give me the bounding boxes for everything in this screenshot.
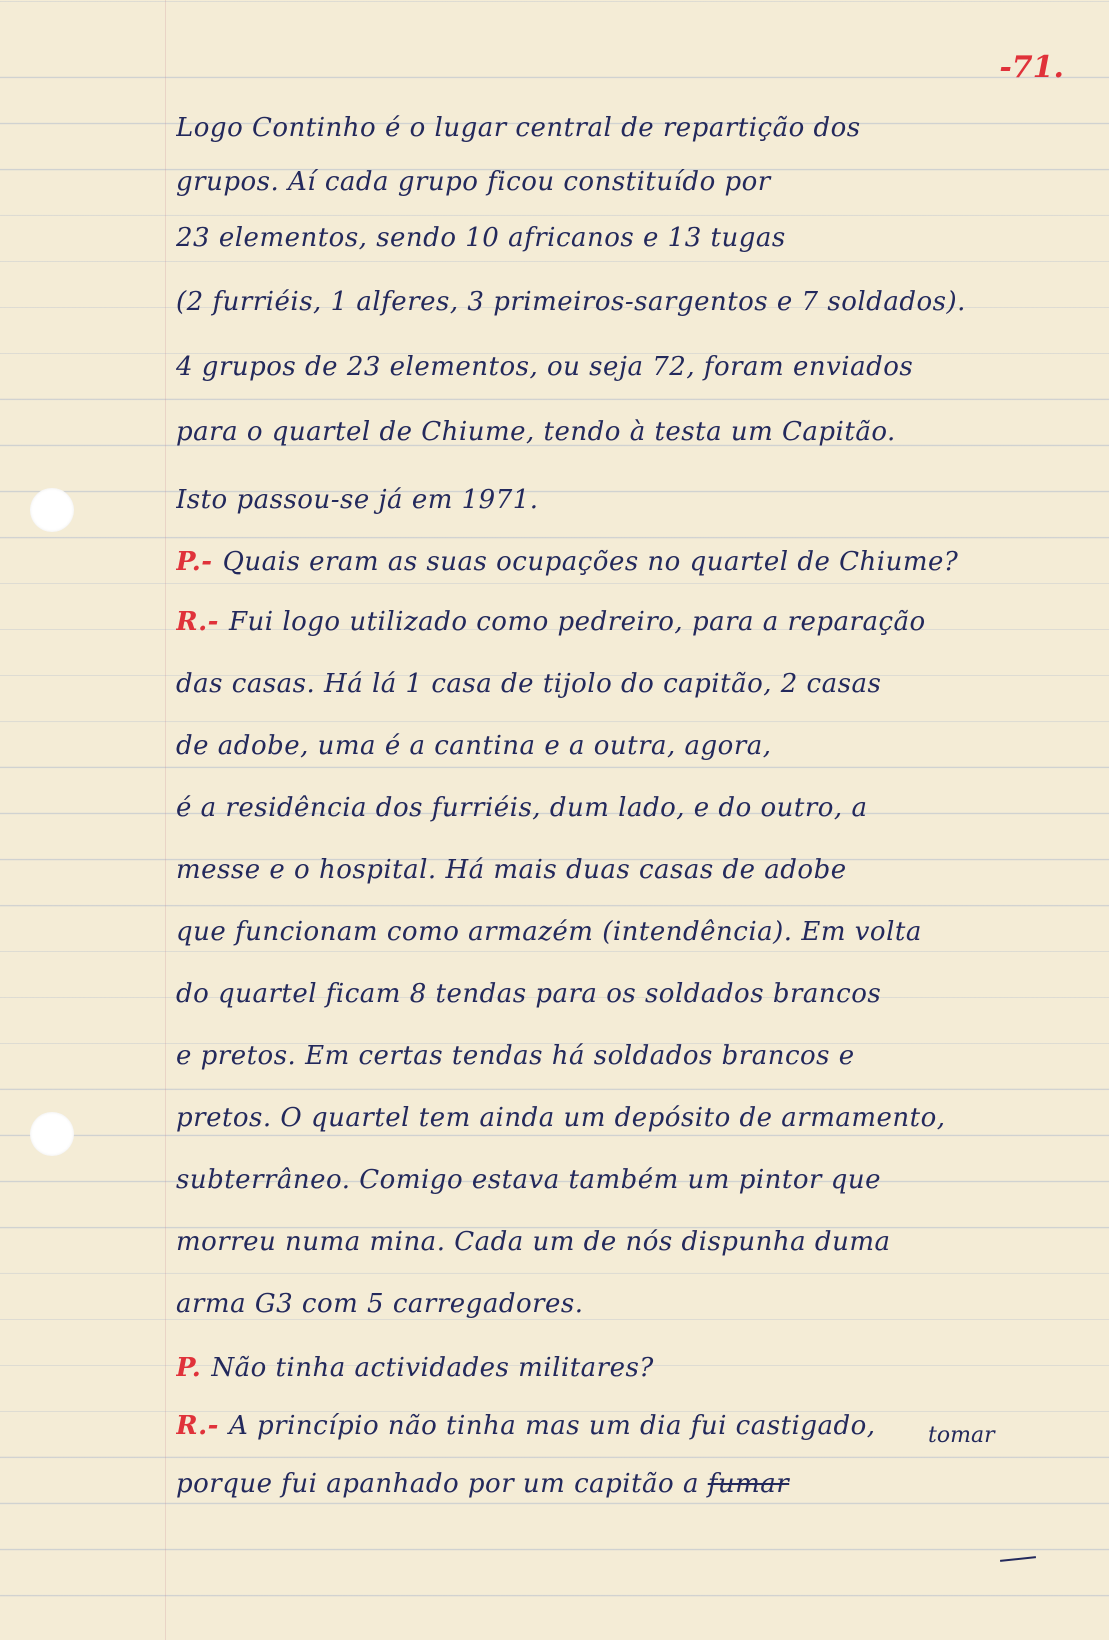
text-line: grupos. Aí cada grupo ficou constituído por bbox=[176, 167, 771, 197]
text-line: morreu numa mina. Cada um de nós dispunha duma bbox=[176, 1227, 891, 1257]
text-line: de adobe, uma é a cantina e a outra, agora, bbox=[176, 731, 772, 761]
text-line: Logo Continho é o lugar central de repartição dos bbox=[176, 113, 861, 143]
text-line: 23 elementos, sendo 10 africanos e 13 tugas bbox=[176, 223, 786, 253]
text-line: do quartel ficam 8 tendas para os soldados brancos bbox=[176, 979, 882, 1009]
text-line: 4 grupos de 23 elementos, ou seja 72, foram enviados bbox=[176, 352, 914, 382]
text-line: arma G3 com 5 carregadores. bbox=[176, 1289, 584, 1319]
struck-word: fumar bbox=[707, 1469, 790, 1499]
answer-marker: R.- bbox=[176, 1411, 219, 1441]
text-line: para o quartel de Chiume, tendo à testa um Capitão. bbox=[176, 417, 896, 447]
answer-line: R.- Fui logo utilizado como pedreiro, para a reparação bbox=[176, 607, 926, 637]
text-line: messe e o hospital. Há mais duas casas de adobe bbox=[176, 855, 847, 885]
question-line: P. Não tinha actividades militares? bbox=[176, 1353, 654, 1383]
text-line: (2 furriéis, 1 alferes, 3 primeiros-sargentos e 7 soldados). bbox=[176, 287, 966, 317]
answer-marker: R.- bbox=[176, 607, 219, 637]
text-line: das casas. Há lá 1 casa de tijolo do capitão, 2 casas bbox=[176, 669, 882, 699]
text-line: e pretos. Em certas tendas há soldados brancos e bbox=[176, 1041, 855, 1071]
text-line: Isto passou-se já em 1971. bbox=[176, 485, 539, 515]
question-marker: P.- bbox=[176, 547, 213, 577]
inserted-correction: tomar bbox=[928, 1423, 995, 1448]
text-line: pretos. O quartel tem ainda um depósito de armamento, bbox=[176, 1103, 946, 1133]
question-line: P.- Quais eram as suas ocupações no quartel de Chiume? bbox=[176, 547, 959, 577]
text-line: subterrâneo. Comigo estava também um pintor que bbox=[176, 1165, 881, 1195]
page-number: -71. bbox=[999, 50, 1064, 85]
text-line: porque fui apanhado por um capitão a fumar bbox=[176, 1469, 790, 1499]
answer-line: R.- A princípio não tinha mas um dia fui castigado, bbox=[176, 1411, 876, 1441]
question-marker: P. bbox=[176, 1353, 202, 1383]
text-line: que funcionam como armazém (intendência). Em volta bbox=[176, 917, 922, 947]
text-line: é a residência dos furriéis, dum lado, e do outro, a bbox=[176, 793, 868, 823]
